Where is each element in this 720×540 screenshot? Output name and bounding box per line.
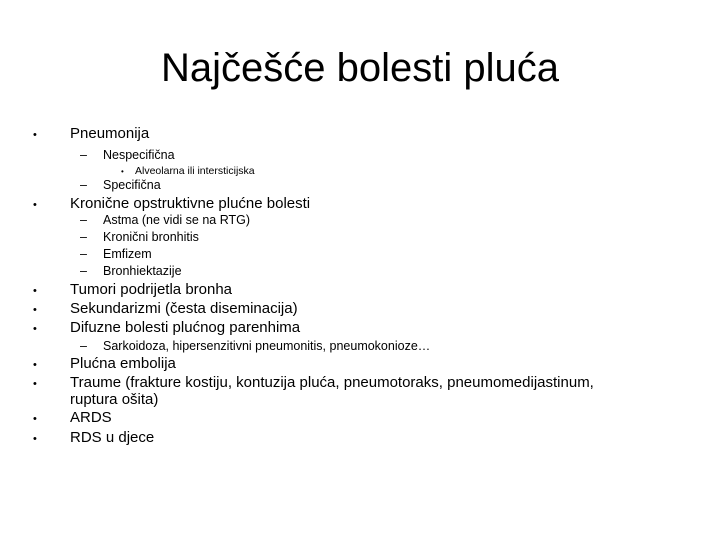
dash-bullet-icon: – — [80, 339, 87, 353]
list-subitem-text: Astma (ne vidi se na RTG) — [103, 213, 251, 227]
dash-bullet-icon: – — [80, 247, 87, 261]
small-bullet-icon: • — [121, 167, 124, 176]
list-item-text: Pneumonija — [70, 125, 150, 142]
list-item-text: Sekundarizmi (česta diseminacija) — [70, 300, 298, 317]
bullet-icon: • — [33, 378, 37, 390]
dash-bullet-icon: – — [80, 178, 87, 192]
dash-bullet-icon: – — [80, 148, 87, 162]
list-item-text: Kronične opstruktivne plućne bolesti — [70, 195, 311, 212]
list-item-text: RDS u djece — [70, 429, 155, 446]
dash-bullet-icon: – — [80, 213, 87, 227]
bullet-icon: • — [33, 359, 37, 371]
list-item-text: Plućna embolija — [70, 355, 176, 372]
list-subitem-text: Sarkoidoza, hipersenzitivni pneumonitis, pneumokonioze… — [103, 339, 431, 353]
list-subitem-text: Specifična — [103, 178, 161, 192]
bullet-icon: • — [33, 304, 37, 316]
bullet-icon: • — [33, 413, 37, 425]
list-subitem-text: Bronhiektazije — [103, 264, 182, 278]
bullet-icon: • — [33, 129, 37, 141]
dash-bullet-icon: – — [80, 264, 87, 278]
list-item-text: Tumori podrijetla bronha — [70, 281, 233, 298]
list-item-text: Traume (frakture kostiju, kontuzija pluća, pneumotoraks, pneumomedijastinum, — [70, 374, 594, 391]
bullet-icon: • — [33, 323, 37, 335]
bullet-icon: • — [33, 199, 37, 211]
slide-title: Najčešće bolesti pluća — [161, 46, 559, 90]
list-item-text-continued: ruptura ošita) — [70, 391, 159, 408]
list-item-text: ARDS — [70, 409, 112, 426]
list-item-text: Difuzne bolesti plućnog parenhima — [70, 319, 301, 336]
list-subitem-text: Emfizem — [103, 247, 152, 261]
list-subitem-text: Kronični bronhitis — [103, 230, 199, 244]
dash-bullet-icon: – — [80, 230, 87, 244]
list-subitem-text: Nespecifična — [103, 148, 175, 162]
bullet-icon: • — [33, 285, 37, 297]
bullet-icon: • — [33, 433, 37, 445]
list-subsubitem-text: Alveolarna ili intersticijska — [135, 165, 255, 177]
